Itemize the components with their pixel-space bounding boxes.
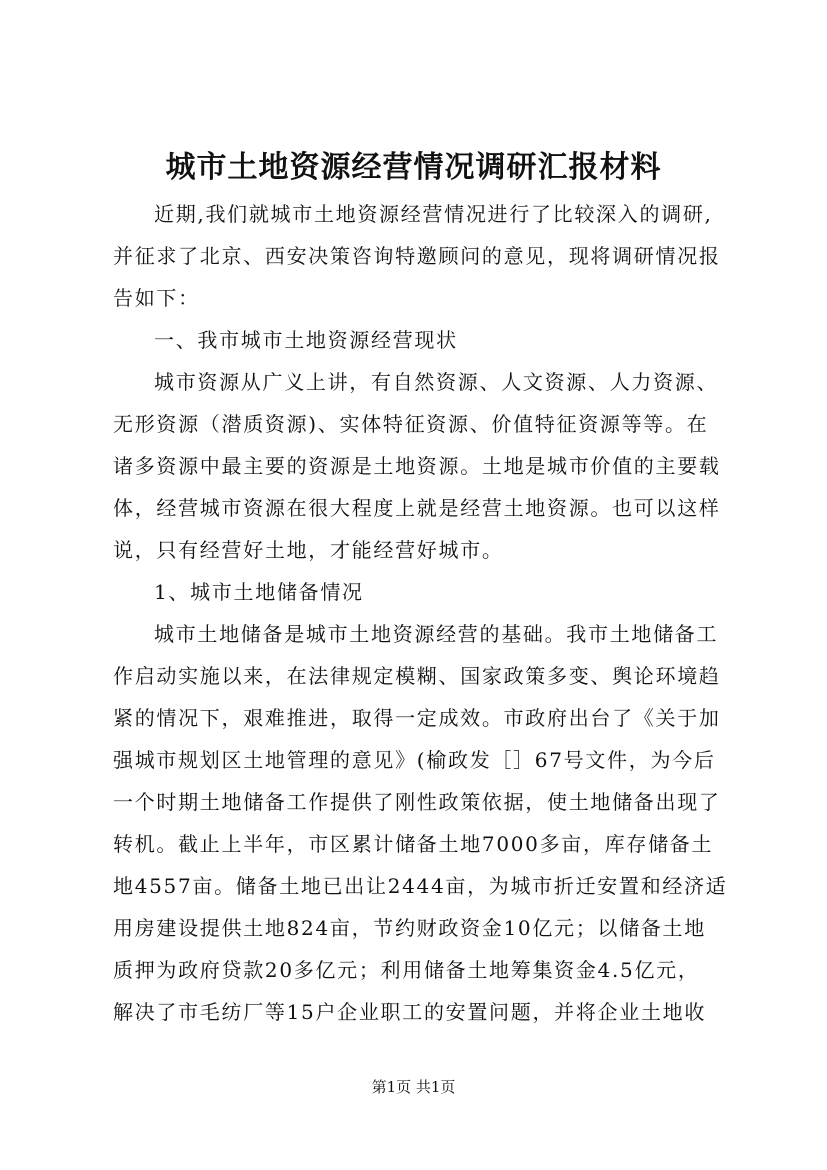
body-line: 作启动实施以来，在法律规定模糊、国家政策多变、舆论环境趋	[113, 664, 721, 688]
body-line: 无形资源（潜质资源)、实体特征资源、价值特征资源等等。在	[113, 412, 709, 436]
body-line: 强城市规划区土地管理的意见》(榆政发［］67号文件，为今后	[113, 748, 716, 772]
body-line: 用房建设提供土地824亩，节约财政资金10亿元；以储备土地	[113, 916, 706, 940]
body-line: 说，只有经营好土地，才能经营好城市。	[113, 538, 504, 562]
body-line: 一个时期土地储备工作提供了刚性政策依据，使土地储备出现了	[113, 790, 721, 814]
body-line: 近期,我们就城市土地资源经营情况进行了比较深入的调研,	[154, 202, 713, 226]
body-line: 并征求了北京、西安决策咨询特邀顾问的意见，现将调研情况报	[113, 244, 721, 268]
document-body	[113, 193, 733, 1033]
document-title: 城市土地资源经营情况调研汇报材料	[165, 150, 662, 185]
subsection-heading: 1、城市土地储备情况	[154, 580, 364, 604]
body-line: 诸多资源中最主要的资源是土地资源。土地是城市价值的主要载	[113, 454, 721, 478]
section-heading: 一、我市城市土地资源经营现状	[154, 328, 458, 352]
body-line: 转机。截止上半年，市区累计储备土地7000多亩，库存储备土	[113, 832, 714, 856]
page-footer: 第1页 共1页	[371, 1078, 456, 1096]
body-line: 告如下：	[113, 286, 200, 310]
body-line: 城市资源从广义上讲，有自然资源、人文资源、人力资源、	[154, 370, 719, 394]
body-line: 体，经营城市资源在很大程度上就是经营土地资源。也可以这样	[113, 496, 721, 520]
body-line: 质押为政府贷款20多亿元；利用储备土地筹集资金4.5亿元，	[113, 958, 700, 982]
body-line: 解决了市毛纺厂等15户企业职工的安置问题，并将企业土地收	[113, 1000, 707, 1024]
body-line: 紧的情况下，艰难推进，取得一定成效。市政府出台了《关于加	[113, 706, 721, 730]
body-line: 地4557亩。储备土地已出让2444亩，为城市折迁安置和经济适	[113, 874, 728, 898]
body-line: 城市土地储备是城市土地资源经营的基础。我市土地储备工	[154, 622, 719, 646]
